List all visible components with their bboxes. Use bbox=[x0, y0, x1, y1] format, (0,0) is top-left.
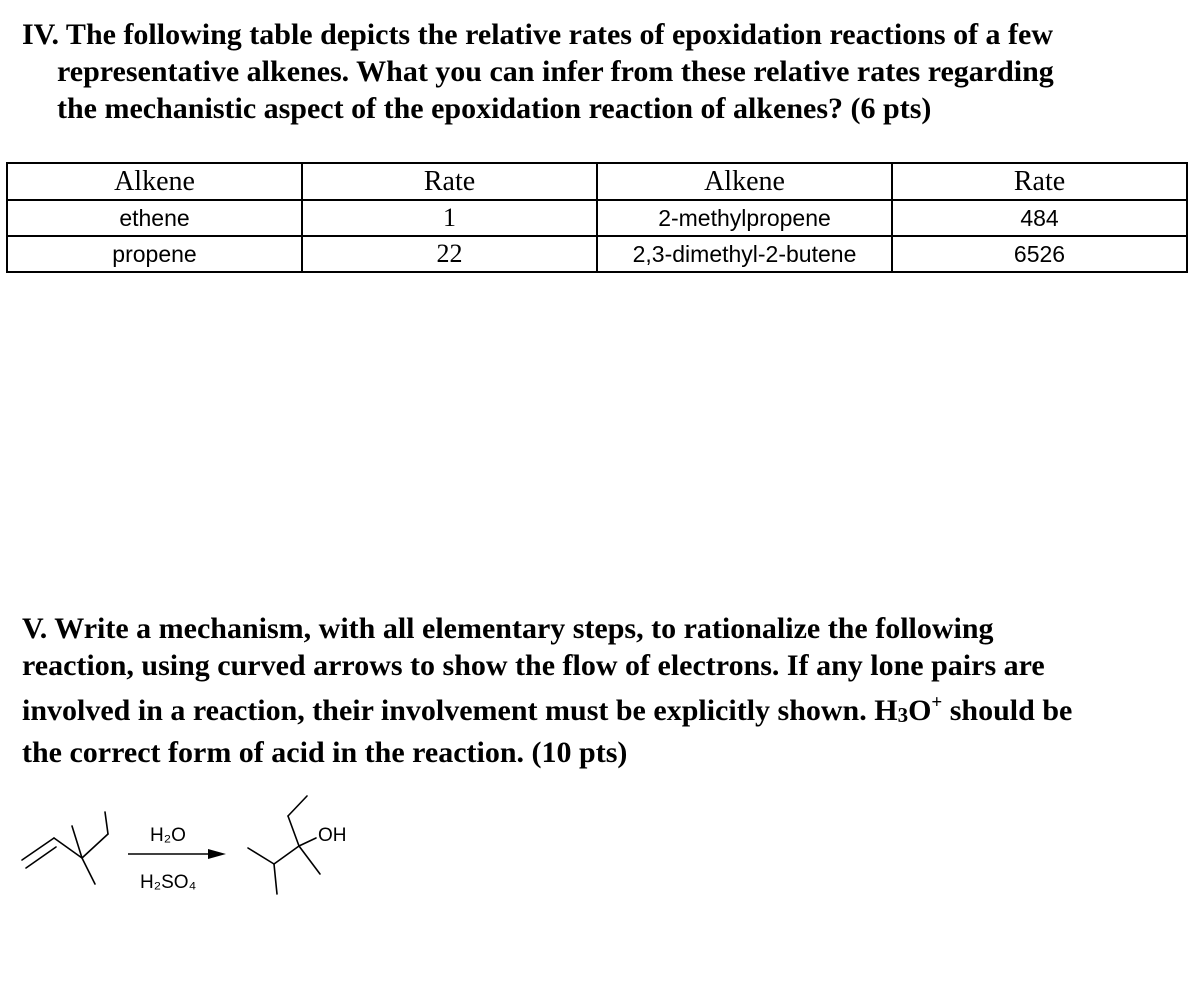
reaction-arrow bbox=[128, 849, 226, 859]
reagent-top: H₂O bbox=[150, 825, 186, 846]
question-v-line-3 bbox=[22, 684, 1182, 734]
question-v-line-2: reaction, using curved arrows to show the flow of electrons. If any lone pairs are bbox=[22, 649, 1045, 682]
product-hydroxyl-label: OH bbox=[318, 825, 347, 846]
reaction-scheme bbox=[20, 788, 380, 908]
question-iv-line-1: IV. The following table depicts the relative rates of epoxidation reactions of a few bbox=[22, 18, 1054, 51]
question-v-line-3-c: should be bbox=[942, 694, 1073, 727]
question-iv-line-2: representative alkenes. What you can infer from these relative rates regarding bbox=[57, 55, 1054, 88]
question-v-line-1: V. Write a mechanism, with all elementary steps, to rationalize the following bbox=[22, 612, 994, 645]
question-v-line-3-sub: 3 bbox=[897, 703, 909, 727]
header-alkene-2: Alkene bbox=[597, 163, 892, 200]
reactant-structure bbox=[22, 812, 108, 884]
header-rate-2: Rate bbox=[892, 163, 1187, 200]
question-v-line-3-sup: + bbox=[931, 692, 943, 713]
question-iv-line-3: the mechanistic aspect of the epoxidation reaction of alkenes? (6 pts) bbox=[57, 92, 932, 125]
table-cell: propene bbox=[7, 236, 302, 272]
header-rate-1: Rate bbox=[302, 163, 597, 200]
question-v-line-3-a: involved in a reaction, their involvement must be explicitly shown. H bbox=[22, 694, 898, 727]
table-cell: 1 bbox=[302, 200, 597, 236]
table-cell: 22 bbox=[302, 236, 597, 272]
table-header-row bbox=[7, 163, 1187, 200]
table-cell: 6526 bbox=[892, 236, 1187, 272]
product-structure bbox=[248, 796, 320, 894]
table-row bbox=[7, 236, 1187, 272]
reagent-bottom: H₂SO₄ bbox=[140, 872, 197, 893]
table-row bbox=[7, 200, 1187, 236]
table-cell: 484 bbox=[892, 200, 1187, 236]
table-cell: 2,3-dimethyl-2-butene bbox=[597, 236, 892, 272]
question-v bbox=[22, 610, 1182, 771]
table-cell: 2-methylpropene bbox=[597, 200, 892, 236]
relative-rates-table bbox=[6, 162, 1188, 273]
question-v-line-4: the correct form of acid in the reaction. (10 pts) bbox=[22, 736, 628, 769]
question-iv bbox=[22, 16, 1182, 127]
question-v-line-3-b: O bbox=[908, 694, 932, 727]
header-alkene-1: Alkene bbox=[7, 163, 302, 200]
table-cell: ethene bbox=[7, 200, 302, 236]
